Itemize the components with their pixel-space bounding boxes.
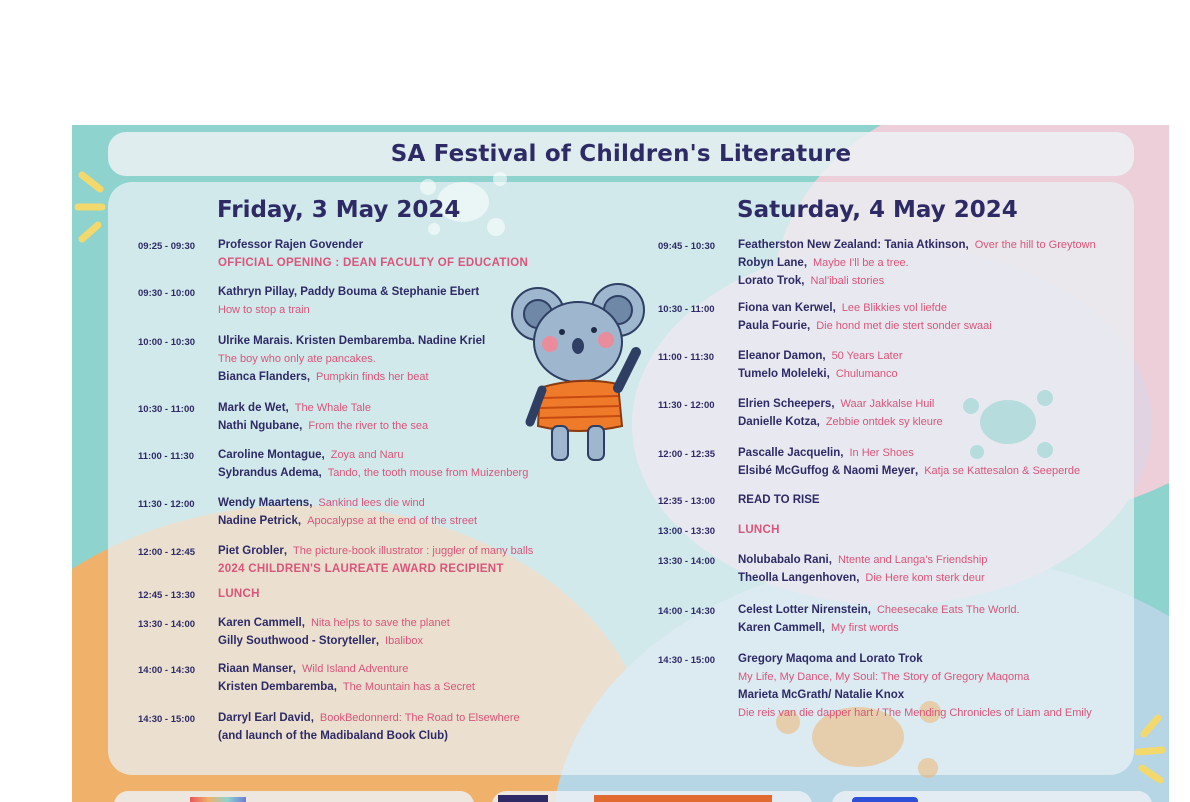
book-title: Apocalypse at the end of the street [307,515,478,527]
book-title: The picture-book illustrator : juggler of many balls [293,545,534,557]
schedule-slot [138,617,450,653]
schedule-slot [658,302,992,338]
session-line [218,563,533,581]
author-name: Elsibé McGuffog & Naomi Meyer [738,465,916,477]
book-title: Maybe I'll be a tree. [813,257,909,269]
book-title: Katja se Kattesalon & Seeperde [924,465,1081,477]
separator: , [821,622,825,634]
book-title: Lee Blikkies vol liefde [841,302,947,314]
separator: , [318,467,322,479]
separator: , [856,572,860,584]
slot-entries [738,554,987,590]
author-name: Riaan Manser [218,663,293,675]
schedule-slot [658,604,1020,640]
sponsor-pill [114,791,474,802]
author-name: Tumelo Moleleki [738,368,827,380]
author-name: Nadine Petrick [218,515,298,527]
slot-entries [218,712,520,748]
author-name: Gregory Maqoma and Lorato Trok [738,653,923,665]
sponsor-logo [852,797,918,802]
separator: , [915,465,919,477]
separator: , [321,449,325,461]
session-line [218,588,260,606]
schedule-slot [658,398,943,434]
book-title: My first words [830,622,899,634]
slot-entries [738,604,1020,640]
session-line [738,671,1092,689]
separator: , [310,712,314,724]
time-slot: 14:00 - 14:30 [138,665,196,676]
time-slot: 10:30 - 11:00 [138,404,195,415]
festival-poster [72,125,1169,802]
schedule-slot [138,545,533,581]
author-name: Danielle Kotza [738,416,817,428]
separator: , [816,416,820,428]
book-title: Die Here kom sterk deur [865,572,985,584]
schedule-panel [108,182,1134,775]
author-name: Pascalle Jacquelin [738,447,841,459]
author-name: Karen Cammell [218,617,302,629]
slot-entries [218,545,533,581]
session-line [218,467,528,485]
separator: , [285,402,289,414]
session-line [738,524,780,542]
session-line [738,653,1092,671]
session-line [218,420,428,438]
author-name: Kristen Dembaremba [218,681,334,693]
time-slot: 09:25 - 09:30 [138,241,196,252]
author-name: Kathryn Pillay, Paddy Bouma & Stephanie Ebert [218,286,480,298]
sponsor-logo [498,795,548,802]
separator: , [832,302,836,314]
author-name: Featherston New Zealand: Tania Atkinson [738,239,966,251]
time-slot: 12:35 - 13:00 [658,496,716,507]
session-line [738,494,826,512]
book-title: Ntente and Langa's Friendship [837,554,988,566]
time-slot: 10:00 - 10:30 [138,337,196,348]
author-name: Bianca Flanders [218,371,307,383]
book-title: Chulumanco [835,368,898,380]
author-name: Marieta McGrath/ Natalie Knox [738,689,905,701]
schedule-slot [658,524,780,542]
slot-entries [738,494,826,512]
slot-entries [218,402,428,438]
time-slot: 11:30 - 12:00 [138,499,195,510]
author-name: Nathi Ngubane [218,420,300,432]
session-line [738,368,903,386]
session-line [738,350,903,368]
book-title: The Whale Tale [294,402,371,414]
author-name: Piet Grobler [218,545,284,557]
sponsor-logo [190,797,246,802]
time-slot: 10:30 - 11:00 [658,304,715,315]
separator: , [828,554,832,566]
separator: , [826,368,830,380]
session-line [218,635,450,653]
slot-entries [738,398,943,434]
session-line [738,465,1080,483]
author-name: Celest Lotter Nirenstein [738,604,868,616]
session-line [218,545,533,563]
separator: , [299,420,303,432]
session-line [218,497,477,515]
author-name: Nolubabalo Rani [738,554,829,566]
slot-entries [738,302,992,338]
author-name: Ulrike Marais. Kristen Dembaremba. Nadine Kriel [218,335,486,347]
author-name: Caroline Montague [218,449,322,461]
saturday-heading: Saturday, 4 May 2024 [737,197,1018,223]
session-line [218,681,475,699]
session-line [218,257,528,275]
highlight-label: OFFICIAL OPENING : DEAN FACULTY OF EDUCATION [218,257,529,269]
slot-entries [218,497,477,533]
book-title: Nita helps to save the planet [310,617,450,629]
title-bar [108,132,1134,176]
separator: , [803,257,808,269]
session-line [218,515,477,533]
separator: , [283,545,288,557]
book-title: Zoya and Naru [330,449,404,461]
slot-entries [218,663,475,699]
schedule-slot [138,335,491,389]
author-name: Sybrandus Adema [218,467,319,479]
session-line [218,402,428,420]
author-name: Fiona van Kerwel [738,302,833,314]
author-name: Robyn Lane [738,257,804,269]
slot-entries [218,286,485,322]
separator: , [301,617,305,629]
book-title: Nal'ibali stories [810,275,885,287]
schedule-slot [138,286,485,322]
book-title: My Life, My Dance, My Soul: The Story of Gregory Maqoma [738,671,1030,683]
slot-entries [738,239,1096,293]
author-name: (and launch of the Madibaland Book Club) [218,730,448,742]
session-line [738,275,1096,293]
time-slot: 14:30 - 15:00 [138,714,196,725]
book-title: BookBedonnerd: The Road to Elsewhere [319,712,520,724]
separator: , [831,398,835,410]
time-slot: 13:00 - 13:30 [658,526,716,537]
schedule-slot [138,497,477,533]
highlight-label: LUNCH [738,524,780,536]
author-name: Elrien Scheepers [738,398,832,410]
separator: , [867,604,871,616]
book-title: Zebbie ontdek sy kleure [825,416,943,428]
time-slot: 11:00 - 11:30 [658,352,714,363]
author-name: Theolla Langenhoven [738,572,857,584]
friday-heading: Friday, 3 May 2024 [217,197,461,223]
session-line [218,617,450,635]
time-slot: 09:30 - 10:00 [138,288,196,299]
schedule-slot [138,402,428,438]
slot-entries [738,524,780,542]
book-title: How to stop a train [218,304,310,316]
author-name: Professor Rajen Govender [218,239,364,251]
schedule-slot [138,239,528,275]
book-title: Over the hill to Greytown [974,239,1096,251]
book-title: Waar Jakkalse Huil [840,398,935,410]
slot-entries [738,447,1080,483]
book-title: Ibalibox [385,635,423,647]
session-line [218,730,520,748]
highlight-label: LUNCH [218,588,260,600]
book-title: Cheesecake Eats The World. [876,604,1020,616]
separator: , [801,275,805,287]
author-name: Wendy Maartens [218,497,310,509]
schedule-slot [138,449,528,485]
author-name: Gilly Southwood - Storyteller [218,635,376,647]
book-title: Pumpkin finds her beat [316,371,429,383]
session-line [738,622,1020,640]
separator: , [292,663,296,675]
time-slot: 13:30 - 14:00 [658,556,716,567]
session-line [218,712,520,730]
author-name: Mark de Wet [218,402,286,414]
schedule-slot [658,447,1080,483]
session-line [218,449,528,467]
book-title: Wild Island Adventure [301,663,409,675]
book-title: The Mountain has a Secret [342,681,475,693]
book-title: Sankind lees die wind [318,497,425,509]
schedule-slot [138,712,520,748]
session-line [738,320,992,338]
sponsor-logo [594,795,772,802]
book-title: In Her Shoes [849,447,914,459]
session-line [218,335,491,353]
time-slot: 13:30 - 14:00 [138,619,196,630]
session-line [738,707,1092,725]
session-line [738,689,1092,707]
session-line [218,353,491,371]
slot-entries [738,350,903,386]
session-line [738,398,943,416]
time-slot: 12:45 - 13:30 [138,590,196,601]
time-slot: 14:00 - 14:30 [658,606,716,617]
schedule-slot [658,653,1092,725]
session-line [218,371,491,389]
schedule-slot [658,350,903,386]
author-name: Lorato Trok [738,275,802,287]
slot-entries [218,239,528,275]
schedule-slot [138,588,260,606]
session-line [218,304,485,322]
slot-entries [218,588,260,606]
separator: , [822,350,826,362]
separator: , [306,371,311,383]
book-title: Die reis van die dapper hart / The Mending Chronicles of Liam and Emily [738,707,1092,719]
slot-entries [218,449,528,485]
separator: , [297,515,302,527]
session-line [738,239,1096,257]
author-name: Karen Cammell [738,622,822,634]
separator: , [309,497,313,509]
session-line [738,447,1080,465]
time-slot: 11:30 - 12:00 [658,400,715,411]
session-line [218,239,528,257]
session-line [738,554,987,572]
time-slot: 14:30 - 15:00 [658,655,716,666]
session-line [738,302,992,320]
schedule-slot [658,494,826,512]
separator: , [807,320,811,332]
slot-entries [738,653,1092,725]
book-title: Die hond met die stert sonder swaai [816,320,992,332]
session-line [218,663,475,681]
time-slot: 11:00 - 11:30 [138,451,194,462]
separator: , [840,447,844,459]
time-slot: 09:45 - 10:30 [658,241,716,252]
session-line [738,572,987,590]
page-title: SA Festival of Children's Literature [390,141,852,167]
separator: , [375,635,380,647]
schedule-slot [138,663,475,699]
session-line [738,604,1020,622]
schedule-slot [658,554,987,590]
author-name: Paula Fourie [738,320,808,332]
author-name: Eleanor Damon [738,350,823,362]
book-title: From the river to the sea [308,420,429,432]
time-slot: 12:00 - 12:45 [138,547,196,558]
book-title: The boy who only ate pancakes. [218,353,376,365]
sponsor-strip [72,783,1169,802]
time-slot: 12:00 - 12:35 [658,449,716,460]
highlight-label: 2024 CHILDREN'S LAUREATE AWARD RECIPIENT [218,563,504,575]
session-line [738,257,1096,275]
session-line [218,286,485,304]
session-line [738,416,943,434]
book-title: Tando, the tooth mouse from Muizenberg [327,467,529,479]
separator: , [333,681,337,693]
separator: , [965,239,969,251]
author-name: READ TO RISE [738,494,820,506]
schedule-slot [658,239,1096,293]
slot-entries [218,335,491,389]
slot-entries [218,617,450,653]
author-name: Darryl Earl David [218,712,311,724]
book-title: 50 Years Later [831,350,903,362]
